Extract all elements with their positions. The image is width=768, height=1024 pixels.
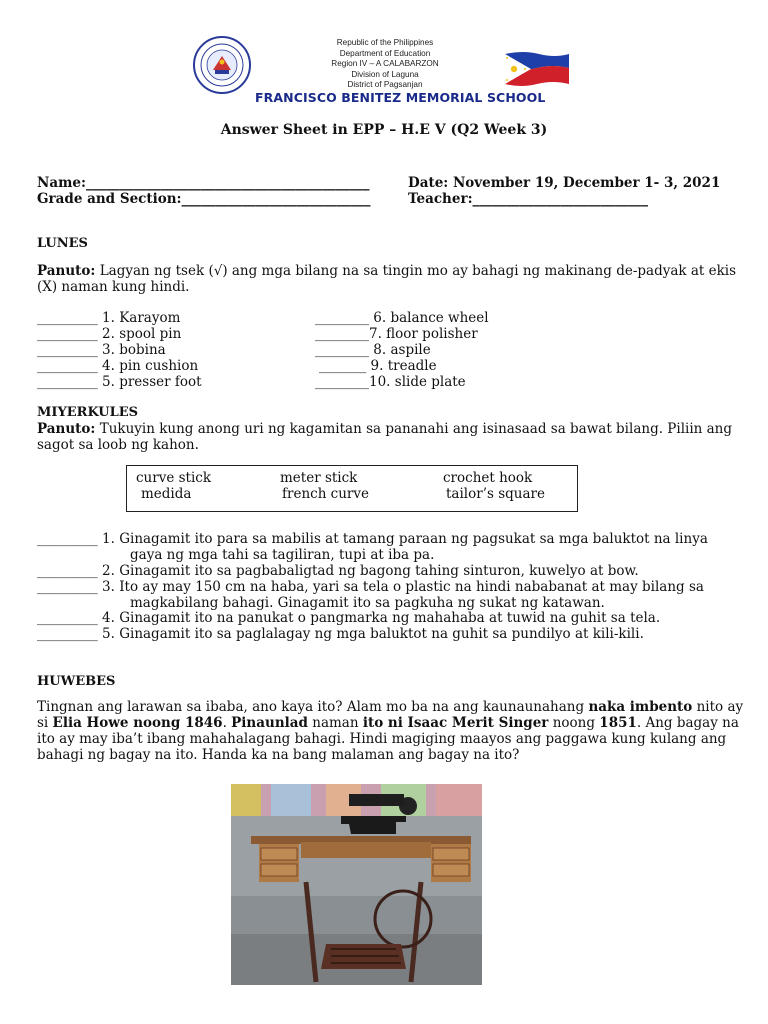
question-item: _________ 4. Ginagamit ito na panukat o pangmarka ng mahahaba at tuwid na guhit sa tela. — [37, 610, 661, 626]
philippine-flag-icon — [503, 50, 571, 88]
header-district: District of Pagsanjan — [347, 80, 423, 89]
panuto-label: Panuto: — [37, 421, 96, 437]
header-republic: Republic of the Philippines — [336, 38, 434, 47]
grade-section-field[interactable]: Grade and Section:____________________________ — [37, 191, 371, 207]
miyerkules-instructions — [37, 421, 749, 453]
sewing-machine-photo — [231, 784, 482, 985]
list-item: _________ 4. pin cushion — [37, 358, 199, 374]
panuto-label: Panuto: — [37, 263, 96, 279]
choice: tailor’s square — [446, 486, 545, 502]
huwebes-paragraph: Tingnan ang larawan sa ibaba, ano kaya ito? Alam mo ba na ang kaunaunahang naka imbento nito ay si Elia Howe noong 1846. Pinaunlad naman ito ni Isaac Merit Singer noong 1851. Ang bagay na ito ay may iba’t ibang mahahalagang bahagi. Hindi magiging maayos ang paggawa kung kulang ang bahagi ng bagay na ito. Handa ka na bang malaman ang bagay na ito? — [37, 699, 744, 763]
miyerkules-heading: MIYERKULES — [37, 405, 139, 420]
list-item: ________7. floor polisher — [315, 326, 478, 342]
school-name: FRANCISCO BENITEZ MEMORIAL SCHOOL — [255, 90, 546, 105]
school-seal-icon — [193, 36, 251, 94]
question-item: _________ 2. Ginagamit ito sa pagbabaligtad ng bagong tahing sinturon, kuwelyo at bow. — [37, 563, 639, 579]
list-item: _________ 1. Karayom — [37, 310, 181, 326]
huwebes-heading: HUWEBES — [37, 674, 116, 689]
question-item-cont: magkabilang bahagi. Ginagamit ito sa pagkuha ng sukat ng katawan. — [130, 595, 605, 611]
lunes-instructions — [37, 263, 749, 295]
name-field[interactable]: Name:__________________________________________ — [37, 175, 370, 191]
choice: french curve — [282, 486, 370, 502]
list-item: _______ 9. treadle — [319, 358, 437, 374]
teacher-field[interactable]: Teacher:__________________________ — [408, 191, 649, 207]
question-item-cont: gaya ng mga tahi sa tagiliran, tupi at iba pa. — [130, 547, 435, 563]
list-item: ________ 6. balance wheel — [315, 310, 489, 326]
header-department: Department of Education — [339, 48, 431, 58]
list-item: _________ 2. spool pin — [37, 326, 182, 342]
panuto-text: Lagyan ng tsek (√) ang mga bilang na sa tingin mo ay bahagi ng makinang de-padyak at ekis (X) naman kung hindi. — [37, 263, 737, 295]
list-item: ________ 8. aspile — [315, 342, 431, 358]
lunes-heading: LUNES — [37, 236, 88, 251]
date-label: Date: November 19, December 1- 3, 2021 — [408, 175, 721, 191]
panuto-text: Tukuyin kung anong uri ng kagamitan sa pananahi ang isinasaad sa bawat bilang. Piliin ang sagot sa loob ng kahon. — [37, 421, 733, 453]
question-item: _________ 3. Ito ay may 150 cm na haba, yari sa tela o plastic na hindi nababanat at may bilang sa — [37, 579, 704, 595]
header-region: Region IV – A CALABARZON — [331, 59, 439, 68]
choice: meter stick — [280, 470, 358, 486]
header-division: Division of Laguna — [351, 69, 419, 79]
question-item: _________ 1. Ginagamit ito para sa mabilis at tamang paraan ng pagsukat sa mga baluktot na linya — [37, 531, 708, 547]
list-item: ________10. slide plate — [315, 374, 466, 390]
page-title: Answer Sheet in EPP – H.E V (Q2 Week 3) — [220, 122, 548, 138]
list-item: _________ 5. presser foot — [37, 374, 202, 390]
question-item: _________ 5. Ginagamit ito sa paglalagay ng mga baluktot na guhit sa pundilyo at kili-kili. — [37, 626, 644, 642]
choice: medida — [141, 486, 192, 502]
choice: curve stick — [136, 470, 212, 486]
choice: crochet hook — [443, 470, 533, 486]
list-item: _________ 3. bobina — [37, 342, 166, 358]
